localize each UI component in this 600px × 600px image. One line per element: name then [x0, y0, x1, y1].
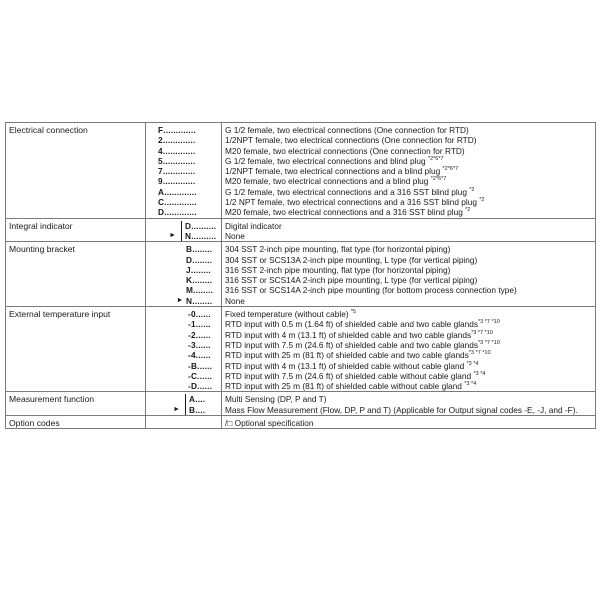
code-entry — [146, 418, 221, 428]
default-marker-icon — [146, 135, 158, 145]
option-code: C — [158, 197, 165, 208]
section-descriptions — [222, 392, 596, 416]
code-leader-dots: ...... — [197, 381, 213, 392]
description-text: M20 female, two electrical connections and a blind plug — [225, 176, 431, 187]
code-leader-dots: ............. — [162, 145, 196, 156]
code-leader-dots: ............. — [164, 186, 197, 197]
default-marker-icon — [146, 207, 158, 217]
option-code: 9 — [158, 176, 163, 187]
default-marker-icon — [146, 187, 158, 197]
footnote-ref: *3 *4 — [466, 360, 479, 367]
option-code: 2 — [158, 135, 163, 146]
option-code: -D — [188, 381, 198, 392]
option-description — [225, 265, 595, 275]
description-text: RTD input with 7.5 m (24.6 ft) of shielded cable and two cable glands — [225, 339, 479, 350]
default-marker-icon — [146, 166, 158, 176]
footnote-ref: *2*6*7 — [442, 166, 459, 173]
option-description — [225, 371, 595, 381]
option-code: A — [189, 394, 196, 405]
option-description — [225, 244, 595, 254]
code-leader-dots: ............. — [162, 155, 196, 166]
option-description — [225, 135, 595, 145]
option-description — [225, 197, 595, 207]
code-entry — [146, 394, 221, 404]
option-description — [225, 319, 595, 329]
code-entry — [146, 255, 221, 265]
code-leader-dots: ...... — [195, 319, 211, 330]
option-description — [225, 381, 595, 391]
option-code: 4 — [158, 145, 163, 156]
description-text: 316 SST or SCS14A 2-inch pipe mounting (for bottom process connection type) — [225, 285, 517, 296]
description-text: 1/2NPT female, two electrical connections and a blind plug — [225, 166, 443, 177]
option-code: J — [186, 264, 191, 275]
code-leader-dots: ...... — [197, 360, 213, 371]
section-descriptions — [222, 123, 596, 219]
description-text: None — [225, 230, 245, 241]
code-leader-dots: ............. — [162, 176, 196, 187]
option-code: D — [158, 207, 165, 218]
option-description — [225, 309, 595, 319]
option-code: -3 — [188, 339, 196, 350]
spec-section-row — [6, 416, 596, 429]
code-entry — [146, 309, 221, 319]
section-codes — [146, 307, 222, 392]
default-marker-icon — [146, 197, 158, 207]
description-text: /□ Optional specification — [225, 418, 314, 429]
code-entry — [146, 330, 221, 340]
footnote-ref: *2 — [465, 207, 471, 214]
code-leader-dots: ............. — [162, 135, 196, 146]
section-label: Mounting bracket — [6, 242, 146, 307]
option-code: -B — [188, 360, 198, 371]
option-description — [225, 275, 595, 285]
code-entry — [146, 207, 221, 217]
default-marker-icon — [176, 330, 188, 340]
code-entry — [146, 135, 221, 145]
footnote-ref: *3 *7 *10 — [468, 350, 491, 357]
option-description — [225, 418, 595, 428]
model-code-table — [5, 122, 596, 429]
section-label: Electrical connection — [6, 123, 146, 219]
option-code: D — [185, 220, 192, 231]
option-code: 5 — [158, 155, 163, 166]
code-leader-dots: ............. — [164, 207, 197, 218]
default-marker-icon: ► — [169, 231, 176, 239]
default-marker-icon — [174, 244, 186, 254]
description-text: 316 SST 2-inch pipe mounting, flat type (for horizontal piping) — [225, 264, 451, 275]
description-text: 304 SST 2-inch pipe mounting, flat type (for horizontal piping) — [225, 244, 451, 255]
spec-section-row — [6, 218, 596, 242]
option-description — [225, 231, 595, 241]
code-leader-dots: ............. — [163, 125, 196, 135]
code-leader-dots: .... — [195, 394, 206, 405]
default-marker-icon — [146, 176, 158, 186]
description-text: G 1/2 female, two electrical connections and blind plug — [225, 155, 428, 166]
code-entry — [146, 156, 221, 166]
option-description — [225, 296, 595, 306]
default-marker-icon — [146, 221, 179, 231]
footnote-ref: *2*6*7 — [430, 176, 447, 183]
option-description — [225, 176, 595, 186]
description-text: G 1/2 female, two electrical connections (One connection for RTD) — [225, 125, 469, 135]
code-leader-dots: ............. — [162, 166, 196, 177]
footnote-ref: *3 *7 *10 — [478, 319, 500, 326]
code-leader-dots: ...... — [195, 350, 211, 361]
default-marker-icon — [174, 255, 186, 265]
option-code: -1 — [188, 319, 196, 330]
description-text: 1/2 NPT female, two electrical connections and a 316 SST blind plug — [225, 197, 480, 208]
option-code: N — [186, 295, 193, 306]
section-label: Option codes — [6, 416, 146, 429]
code-leader-dots: ........ — [192, 254, 213, 265]
option-description — [225, 394, 595, 404]
option-description — [225, 125, 595, 135]
default-marker-icon — [176, 319, 188, 329]
section-descriptions — [222, 218, 596, 242]
default-marker-icon — [146, 394, 183, 404]
code-entry — [146, 319, 221, 329]
default-marker-icon — [176, 371, 188, 381]
code-entry — [146, 381, 221, 391]
section-label: Integral indicator — [6, 218, 146, 242]
default-marker-icon: ► — [173, 405, 180, 413]
footnote-ref: *2 — [479, 197, 485, 204]
code-entry — [146, 146, 221, 156]
default-marker-icon — [174, 285, 186, 295]
default-marker-icon — [176, 381, 188, 391]
code-entry — [146, 166, 221, 176]
description-text: Multi Sensing (DP, P and T) — [225, 394, 327, 405]
option-description — [225, 255, 595, 265]
option-description — [225, 207, 595, 217]
code-entry — [146, 275, 221, 285]
option-description — [225, 156, 595, 166]
code-entry — [146, 265, 221, 275]
option-code: -0 — [188, 309, 196, 320]
option-code: B — [186, 244, 193, 255]
code-entry — [146, 176, 221, 186]
description-text: RTD input with 0.5 m (1.64 ft) of shielded cable and two cable glands — [225, 319, 479, 330]
option-description — [225, 350, 595, 360]
code-entry — [146, 125, 221, 135]
option-description — [225, 361, 595, 371]
description-text: RTD input with 7.5 m (24.6 ft) of shielded cable without cable gland — [225, 370, 474, 381]
spec-section-row — [6, 392, 596, 416]
option-code: -C — [188, 370, 198, 381]
description-text: 316 SST or SCS14A 2-inch pipe mounting, L type (for vertical piping) — [225, 275, 478, 286]
code-entry — [146, 296, 221, 306]
code-entry — [146, 244, 221, 254]
code-leader-dots: ........ — [192, 295, 213, 306]
default-marker-icon — [176, 340, 188, 350]
footnote-ref: *2*6*7 — [427, 155, 444, 162]
option-description — [225, 187, 595, 197]
code-entry — [146, 361, 221, 371]
description-text: RTD input with 25 m (81 ft) of shielded cable and two cable glands — [225, 350, 469, 361]
option-code: K — [186, 275, 193, 286]
option-code: -2 — [188, 329, 196, 340]
description-text: Mass Flow Measurement (Flow, DP, P and T) (Applicable for Output signal codes -E, -J, and -F). — [225, 404, 578, 415]
description-text: 1/2NPT female, two electrical connections (One connection for RTD) — [225, 135, 477, 146]
option-description — [225, 330, 595, 340]
section-codes — [146, 218, 222, 242]
default-marker-icon — [146, 125, 158, 135]
option-code: A — [158, 186, 165, 197]
code-leader-dots: .... — [195, 404, 206, 415]
section-codes — [146, 242, 222, 307]
default-marker-icon — [176, 361, 188, 371]
code-leader-dots: ........ — [193, 285, 214, 296]
option-description — [225, 405, 595, 415]
footnote-ref: *3 *7 *10 — [478, 339, 500, 346]
default-marker-icon — [174, 275, 186, 285]
default-marker-icon — [176, 309, 188, 319]
code-entry — [146, 405, 221, 415]
code-entry — [146, 340, 221, 350]
option-code: F — [158, 125, 164, 135]
code-leader-dots: ...... — [195, 339, 211, 350]
code-entry — [146, 221, 221, 231]
option-code: B — [189, 404, 196, 415]
section-descriptions — [222, 416, 596, 429]
footnote-ref: *3 *4 — [464, 381, 477, 388]
code-entry — [146, 187, 221, 197]
code-entry — [146, 350, 221, 360]
code-leader-dots: .......... — [191, 230, 217, 241]
default-marker-icon — [146, 156, 158, 166]
option-description — [225, 166, 595, 176]
footnote-ref: *3 *7 *10 — [471, 329, 493, 336]
spec-section-row — [6, 123, 596, 219]
section-codes — [146, 392, 222, 416]
code-leader-dots: ........ — [192, 275, 213, 286]
default-marker-icon — [174, 265, 186, 275]
description-text: None — [225, 295, 245, 306]
code-entry — [146, 285, 221, 295]
code-leader-dots: ...... — [195, 309, 211, 320]
default-marker-icon — [176, 350, 188, 360]
code-leader-dots: .......... — [191, 220, 217, 231]
description-text: RTD input with 4 m (13.1 ft) of shielded cable and two cable glands — [225, 329, 472, 340]
option-description — [225, 340, 595, 350]
default-marker-icon — [146, 146, 158, 156]
description-text: M20 female, two electrical connections (One connection for RTD) — [225, 145, 465, 156]
footnote-ref: *2 — [469, 186, 475, 193]
description-text: Fixed temperature (without cable) — [225, 309, 351, 320]
section-descriptions — [222, 242, 596, 307]
option-code: 7 — [158, 166, 163, 177]
code-leader-dots: ........ — [190, 264, 211, 275]
option-code: -4 — [188, 350, 196, 361]
option-code: M — [186, 285, 194, 296]
description-text: RTD input with 25 m (81 ft) of shielded cable without cable gland — [225, 381, 465, 392]
code-leader-dots: ........ — [192, 244, 213, 255]
spec-section-row — [6, 242, 596, 307]
section-label: Measurement function — [6, 392, 146, 416]
description-text: M20 female, two electrical connections and a 316 SST blind plug — [225, 207, 466, 218]
code-leader-dots: ...... — [197, 370, 213, 381]
description-text: G 1/2 female, two electrical connections and a 316 SST blind plug — [225, 186, 470, 197]
code-entry — [146, 231, 221, 241]
code-leader-dots: ............. — [164, 197, 197, 208]
description-text: Digital indicator — [225, 220, 282, 231]
option-code: D — [186, 254, 193, 265]
section-codes — [146, 123, 222, 219]
footnote-ref: *5 — [350, 309, 357, 316]
option-description — [225, 285, 595, 295]
code-entry — [146, 371, 221, 381]
section-descriptions — [222, 307, 596, 392]
section-label: External temperature input — [6, 307, 146, 392]
code-leader-dots: ...... — [195, 329, 211, 340]
option-description — [225, 221, 595, 231]
footnote-ref: *3 *4 — [473, 370, 486, 377]
code-entry — [146, 197, 221, 207]
description-text: RTD input with 4 m (13.1 ft) of shielded cable without cable gland — [225, 360, 467, 371]
section-codes — [146, 416, 222, 429]
option-description — [225, 146, 595, 156]
default-marker-icon: ► — [176, 296, 184, 304]
option-code: N — [185, 230, 192, 241]
description-text: 304 SST or SCS13A 2-inch pipe mounting, L type (for vertical piping) — [225, 254, 478, 265]
spec-section-row — [6, 307, 596, 392]
